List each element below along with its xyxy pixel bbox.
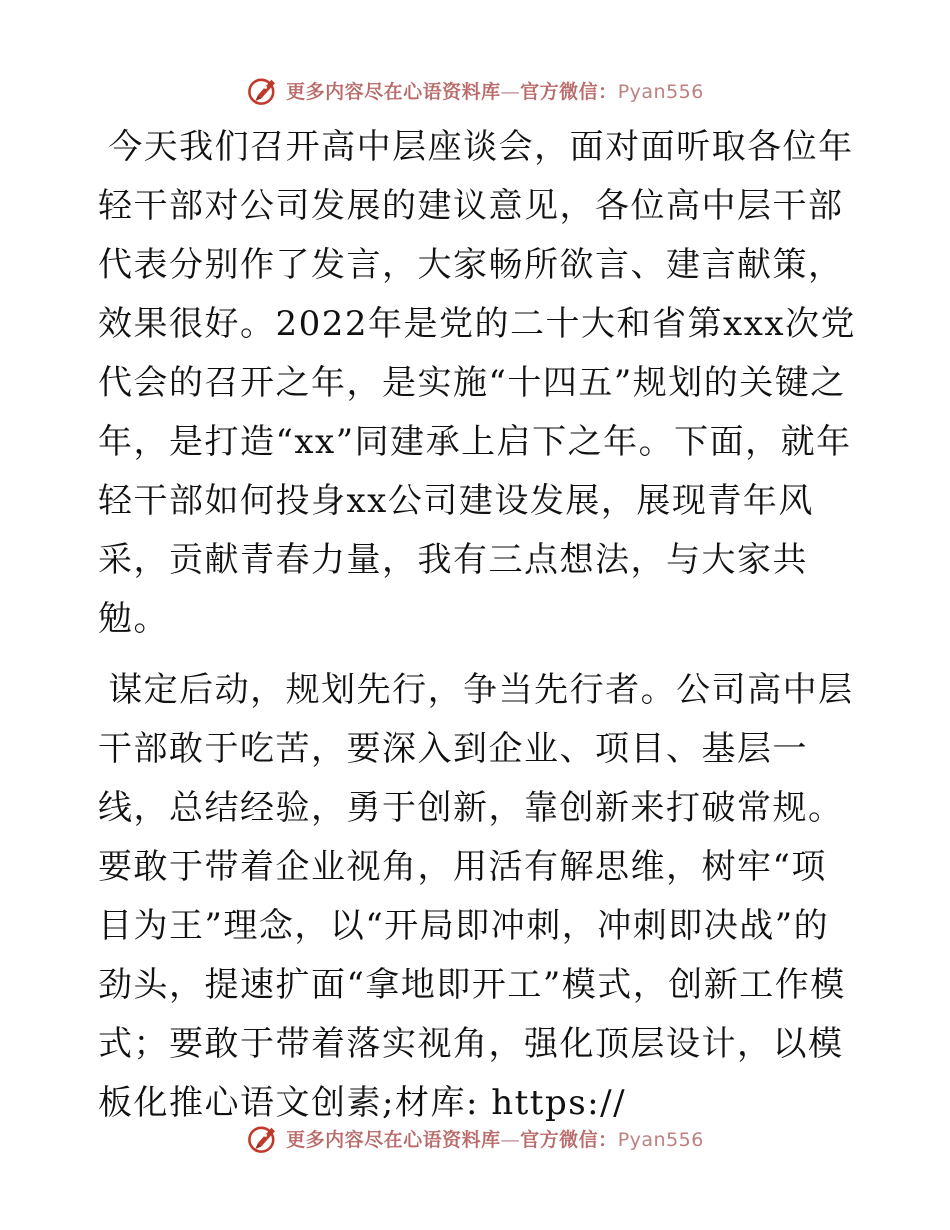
footer-site-text: 更多内容尽在心语资料库	[286, 1128, 501, 1151]
header-wechat-id: Pyan556	[617, 80, 704, 103]
header-banner	[0, 70, 950, 110]
header-site-text: 更多内容尽在心语资料库	[286, 80, 501, 103]
header-wechat-label: 官方微信：	[520, 80, 618, 103]
header-banner-text	[286, 77, 704, 104]
footer-wechat-id: Pyan556	[617, 1128, 704, 1151]
pen-nib-logo-icon	[246, 1121, 280, 1155]
header-dash: —	[500, 80, 521, 103]
footer-wechat-label: 官方微信：	[520, 1128, 618, 1151]
header-banner-inner	[246, 73, 704, 107]
paragraph-2: 谋定后动，规划先行，争当先行者。公司高中层干部敢于吃苦，要深入到企业、项目、基层一线，总结经验，勇于创新，靠创新来打破常规。要敢于带着企业视角，用活有解思维，树牢“项目为王”理念，以“开局即冲刺，冲刺即决战”的劲头，提速扩面“拿地即开工”模式，创新工作模式；要敢于带着落实视角，强化顶层设计，以模板化推心语文创素;材库: https://	[98, 670, 854, 1123]
footer-dash: —	[500, 1128, 521, 1151]
document-body	[98, 118, 858, 1133]
paragraph-1: 今天我们召开高中层座谈会，面对面听取各位年轻干部对公司发展的建议意见，各位高中层干部代表分别作了发言，大家畅所欲言、建言献策，效果很好。2022年是党的二十大和省第xxx次党代会的召开之年，是实施“十四五”规划的关键之年，是打造“xx”同建承上启下之年。下面，就年轻干部如何投身xx公司建设发展，展现青年风采，贡献青春力量，我有三点想法，与大家共勉。	[98, 127, 857, 639]
footer-banner-text	[286, 1125, 704, 1152]
footer-banner	[0, 1118, 950, 1158]
footer-banner-inner	[246, 1121, 704, 1155]
pen-nib-logo-icon	[246, 73, 280, 107]
